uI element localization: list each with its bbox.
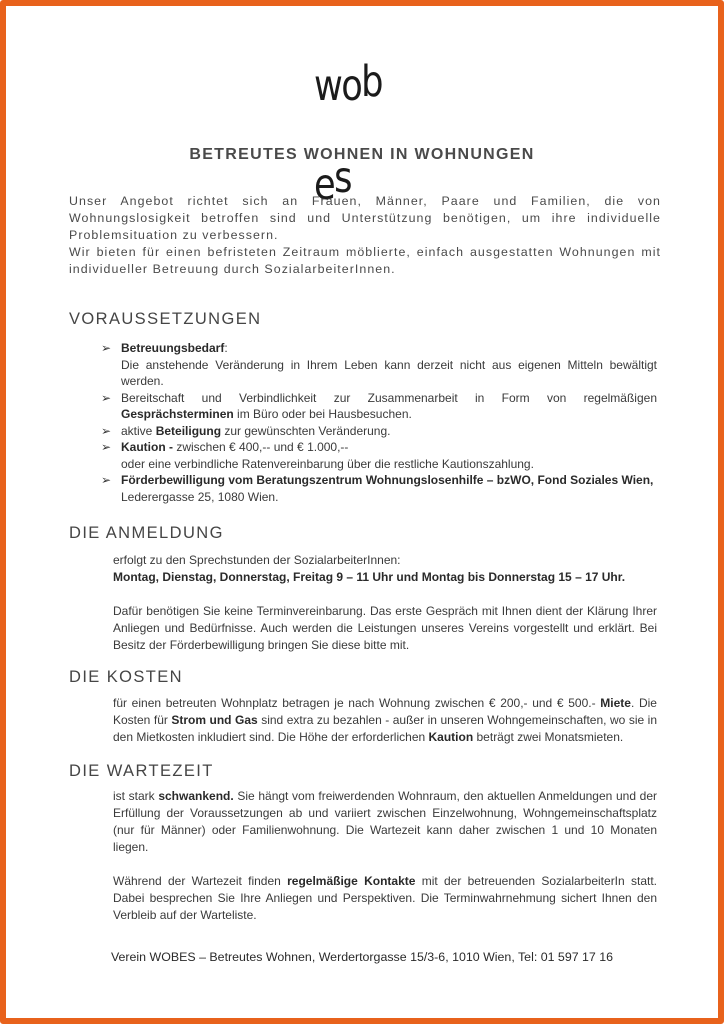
kosten-text	[113, 695, 657, 746]
arrow-bullet-icon: ➢	[101, 440, 112, 454]
intro-paragraph-2: Wir bieten für einen befristeten Zeitraum möblierte, einfach ausgestatten Wohnungen mit individueller Betreuung durch SozialarbeiterInnen.	[69, 245, 661, 276]
heading-kosten: DIE KOSTEN	[69, 668, 183, 686]
wobes-logo: wobes	[314, 57, 382, 210]
wartezeit-text	[113, 788, 657, 924]
footer-contact: Verein WOBES – Betreutes Wohnen, Werdertorgasse 15/3-6, 1010 Wien, Tel: 01 597 17 16	[110, 950, 614, 964]
heading-voraussetzungen: VORAUSSETZUNGEN	[69, 310, 262, 328]
list-item: ➢ Kaution - zwischen € 400,-- und € 1.000,-- oder eine verbindliche Ratenvereinbarung über die restliche Kautionszahlung.	[101, 440, 534, 471]
page-title: BETREUTES WOHNEN IN WOHNUNGEN	[189, 146, 535, 163]
heading-wartezeit: DIE WARTEZEIT	[69, 762, 214, 780]
anmeldung-times: Montag, Dienstag, Donnerstag, Freitag 9 – 11 Uhr und Montag bis Donnerstag 15 – 17 Uhr.	[113, 570, 626, 584]
kosten-paragraph: für einen betreuten Wohnplatz betragen je nach Wohnung zwischen € 200,- und € 500.- Miete. Die Kosten für Strom und Gas sind extra zu bezahlen - außer in unseren Wohngemeinschaften, wo sie in den Mietkosten inkludiert sind. Die Höhe der erforderlichen Kaution beträgt zwei Monatsmieten.	[113, 696, 657, 744]
arrow-bullet-icon: ➢	[101, 423, 112, 438]
wartezeit-paragraph-1: ist stark schwankend. Sie hängt vom freiwerdenden Wohnraum, den aktuellen Anmeldungen und der Erfüllung der Voraussetzungen ab und variiert zwischen Einzelwohnung, Wohngemeinschaftsplatz (nur für Männer) oder Familienwohnung. Die Wartezeit kann daher zwischen 1 und 10 Monaten liegen.	[113, 789, 657, 854]
list-item: ➢ Bereitschaft und Verbindlichkeit zur Zusammenarbeit in Form von regelmäßigen Gesprächsterminen im Büro oder bei Hausbesuchen.	[101, 390, 657, 421]
arrow-bullet-icon: ➢	[101, 390, 112, 405]
heading-anmeldung: DIE ANMELDUNG	[69, 524, 224, 542]
intro-paragraph-1: Unser Angebot richtet sich an Frauen, Männer, Paare und Familien, die von Wohnungslosigkeit betroffen sind und Unterstützung benötigen, um ihre individuelle Problemsituation zu verbessern.	[69, 194, 661, 242]
wartezeit-paragraph-2: Während der Wartezeit finden regelmäßige Kontakte mit der betreuenden SozialarbeiterIn statt. Dabei besprechen Sie Ihre Anliegen und Perspektiven. Die Terminwahrnehmung sichert Ihnen den Verbleib auf der Warteliste.	[113, 874, 657, 922]
list-item: ➢ aktive Beteiligung zur gewünschten Veränderung.	[101, 423, 391, 438]
intro-text	[69, 193, 661, 278]
list-item: ➢ Betreuungsbedarf: Die anstehende Veränderung in Ihrem Leben kann derzeit nicht aus eigenen Mitteln bewältigt werden.	[101, 341, 657, 388]
anmeldung-text	[113, 552, 657, 654]
arrow-bullet-icon: ➢	[101, 341, 112, 355]
anmeldung-paragraph: Dafür benötigen Sie keine Terminvereinbarung. Das erste Gespräch mit Ihnen dient der Klärung Ihrer Anliegen und Bedürfnisse. Auch werden die Leistungen unseres Vereins vorgestellt und erklärt. Bei Besitz der Förderbewilligung bringen Sie diese bitte mit.	[113, 604, 657, 652]
requirements-list	[101, 340, 657, 505]
arrow-bullet-icon: ➢	[101, 473, 112, 487]
list-item: ➢ Förderbewilligung vom Beratungszentrum Wohnungslosenhilfe – bzWO, Fond Soziales Wien, Lederergasse 25, 1080 Wien.	[101, 473, 654, 504]
anmeldung-intro: erfolgt zu den Sprechstunden der SozialarbeiterInnen:	[113, 553, 401, 567]
